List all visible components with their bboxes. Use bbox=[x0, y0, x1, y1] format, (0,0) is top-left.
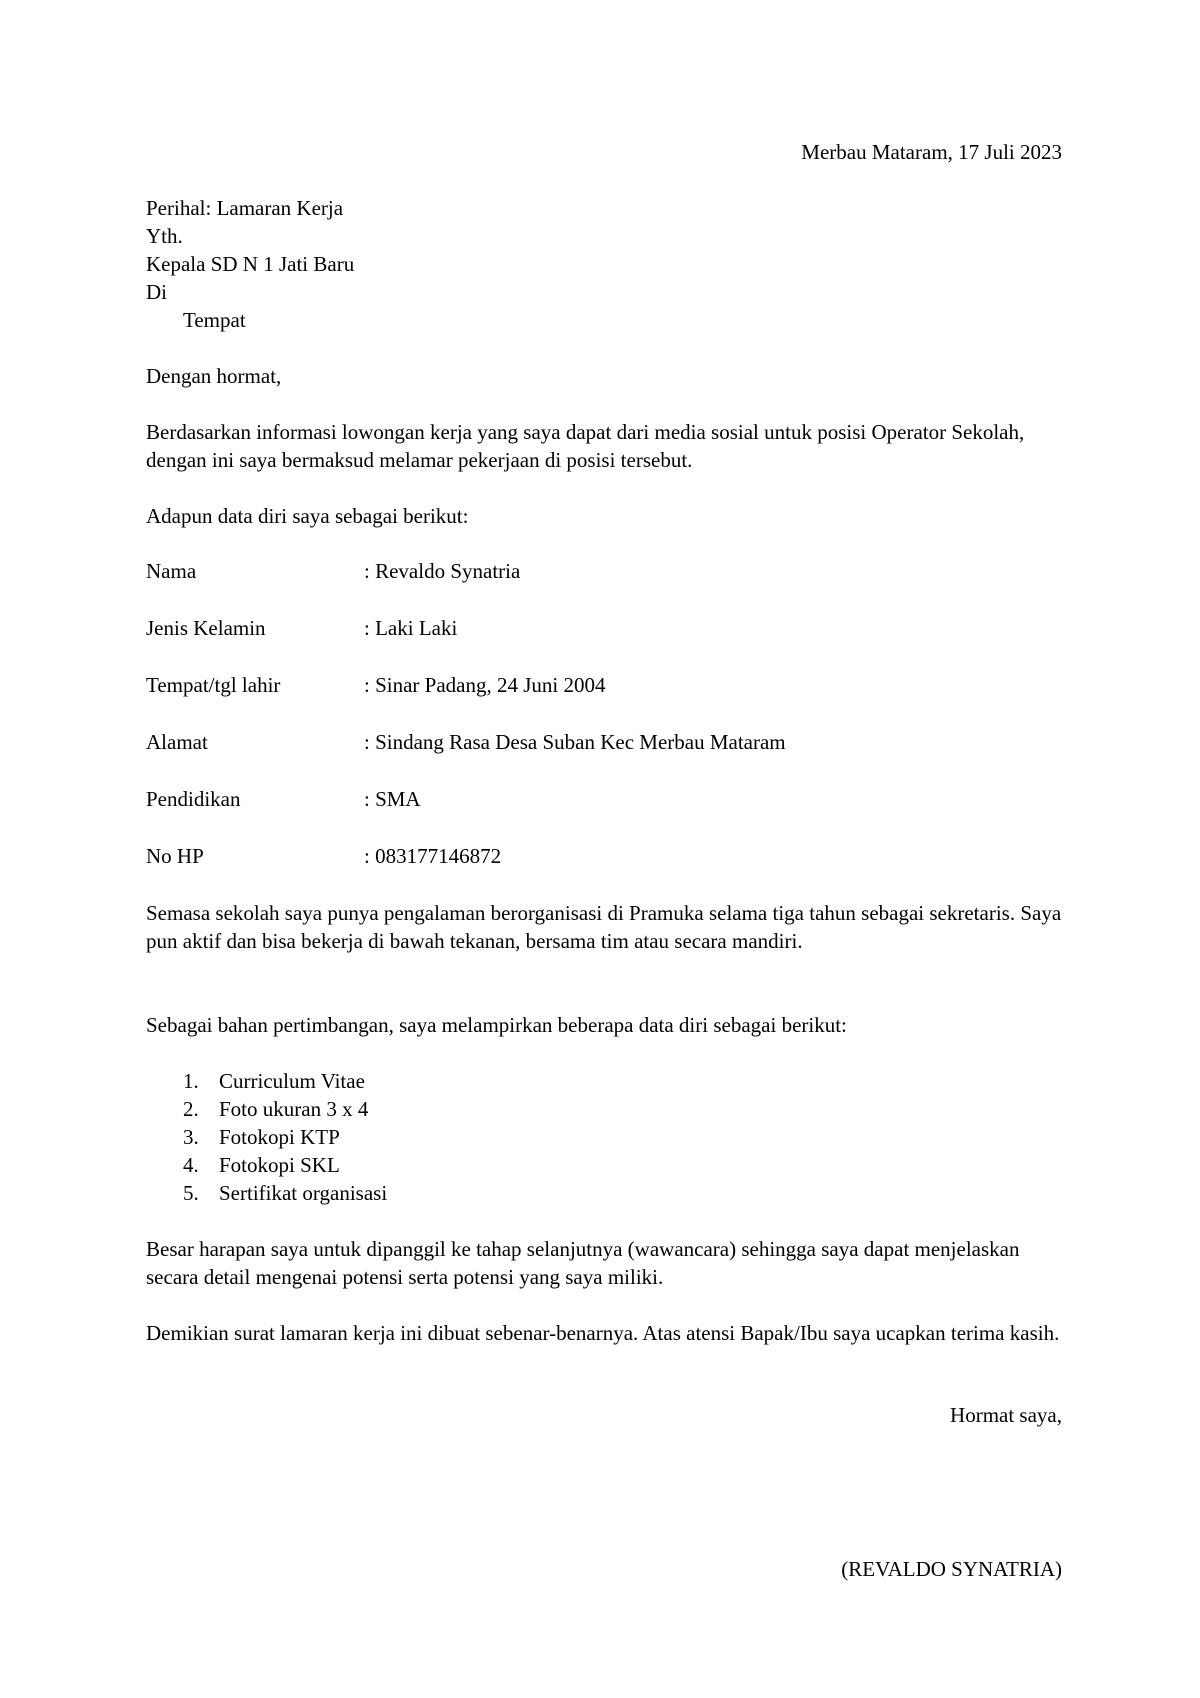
list-item bbox=[183, 1179, 387, 1207]
closing-text: Demikian surat lamaran kerja ini dibuat sebenar-benarnya. Atas atensi Bapak/Ibu saya ucapkan terima kasih. bbox=[146, 1321, 1060, 1345]
closing-paragraph bbox=[146, 1319, 1066, 1347]
field-label: Jenis Kelamin bbox=[146, 616, 266, 640]
list-text: Fotokopi KTP bbox=[219, 1125, 340, 1149]
intro-text: Berdasarkan informasi lowongan kerja yang saya dapat dari media sosial untuk posisi Operator Sekolah, dengan ini saya bermaksud melamar pekerjaan di posisi tersebut. bbox=[146, 420, 1025, 472]
field-alamat bbox=[146, 728, 786, 756]
hope-text: Besar harapan saya untuk dipanggil ke tahap selanjutnya (wawancara) sehingga saya dapat menjelaskan secara detail mengenai potensi serta potensi yang saya miliki. bbox=[146, 1237, 1020, 1289]
experience-text: Semasa sekolah saya punya pengalaman berorganisasi di Pramuka selama tiga tahun sebagai sekretaris. Saya pun aktif dan bisa bekerja di bawah tekanan, bersama tim atau secara mandiri. bbox=[146, 901, 1062, 953]
tempat-line: Tempat bbox=[183, 308, 246, 332]
signature-name: (REVALDO SYNATRIA) bbox=[841, 1557, 1062, 1581]
list-item bbox=[183, 1095, 368, 1123]
intro-paragraph bbox=[146, 418, 1026, 474]
subject-line: Perihal: Lamaran Kerja bbox=[146, 196, 344, 220]
list-number: 2. bbox=[183, 1097, 199, 1121]
field-nama bbox=[146, 557, 520, 585]
yth-line: Yth. bbox=[146, 224, 183, 248]
list-item bbox=[183, 1123, 340, 1151]
field-label: Nama bbox=[146, 559, 197, 583]
field-no-hp bbox=[146, 842, 501, 870]
field-value: : Revaldo Synatria bbox=[364, 559, 521, 583]
list-text: Curriculum Vitae bbox=[219, 1069, 365, 1093]
list-number: 3. bbox=[183, 1125, 199, 1149]
list-item bbox=[183, 1151, 340, 1179]
list-text: Sertifikat organisasi bbox=[219, 1181, 388, 1205]
greeting: Dengan hormat, bbox=[146, 364, 282, 388]
field-label: Alamat bbox=[146, 730, 208, 754]
field-value: : Sinar Padang, 24 Juni 2004 bbox=[364, 673, 606, 697]
field-value: : Laki Laki bbox=[364, 616, 458, 640]
list-number: 5. bbox=[183, 1181, 199, 1205]
experience-paragraph bbox=[146, 899, 1066, 955]
regards: Hormat saya, bbox=[950, 1403, 1062, 1427]
attach-intro: Sebagai bahan pertimbangan, saya melampirkan beberapa data diri sebagai berikut: bbox=[146, 1013, 847, 1037]
data-intro: Adapun data diri saya sebagai berikut: bbox=[146, 504, 469, 528]
list-number: 1. bbox=[183, 1069, 199, 1093]
di-line: Di bbox=[146, 280, 167, 304]
field-pendidikan bbox=[146, 785, 421, 813]
field-jenis-kelamin bbox=[146, 614, 457, 642]
list-number: 4. bbox=[183, 1153, 199, 1177]
list-text: Foto ukuran 3 x 4 bbox=[219, 1097, 369, 1121]
recipient-line: Kepala SD N 1 Jati Baru bbox=[146, 252, 355, 276]
list-item bbox=[183, 1067, 365, 1095]
field-label: No HP bbox=[146, 844, 204, 868]
field-value: : 083177146872 bbox=[364, 844, 502, 868]
field-label: Tempat/tgl lahir bbox=[146, 673, 281, 697]
place-date: Merbau Mataram, 17 Juli 2023 bbox=[801, 140, 1062, 164]
field-tempat-tgl-lahir bbox=[146, 671, 606, 699]
field-value: : SMA bbox=[364, 787, 421, 811]
list-text: Fotokopi SKL bbox=[219, 1153, 340, 1177]
field-label: Pendidikan bbox=[146, 787, 241, 811]
hope-paragraph bbox=[146, 1235, 1066, 1291]
field-value: : Sindang Rasa Desa Suban Kec Merbau Mataram bbox=[364, 730, 786, 754]
